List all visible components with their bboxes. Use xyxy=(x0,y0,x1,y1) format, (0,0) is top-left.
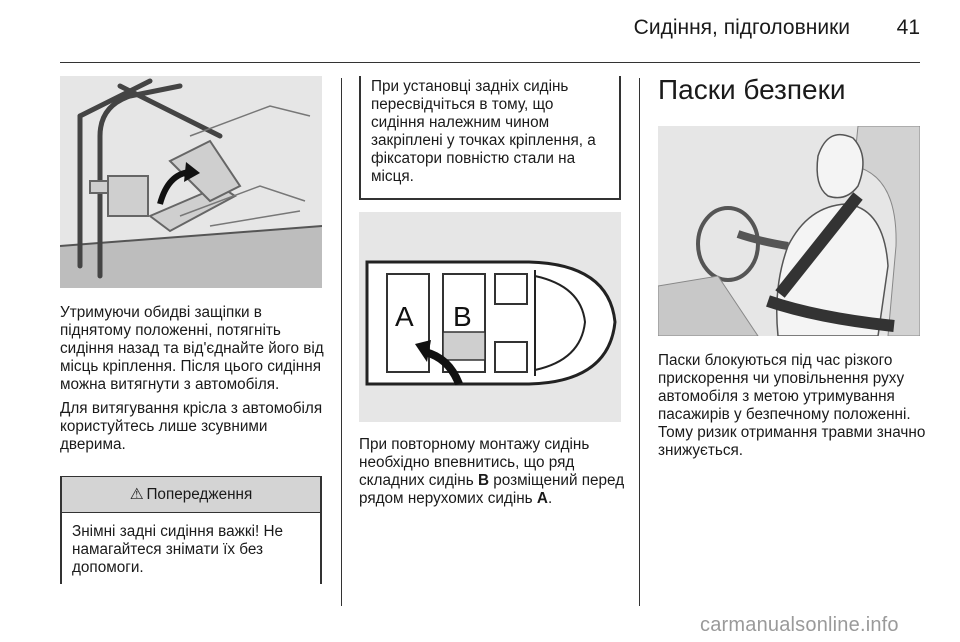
text-run: . xyxy=(547,490,553,507)
seat-row-b-label: B xyxy=(453,301,472,332)
text-run: При повторному монтажу сидінь необхідно впевнитись, що ряд складних сидінь xyxy=(359,436,590,489)
bold-label-b: B xyxy=(477,472,490,489)
paragraph: Паски блокуються під час різкого прискорення чи уповільнення руху автомобіля з метою утримування пасажирів у безпечному положенні. Тому ризик отримання травми значно знижується. xyxy=(658,352,926,459)
section-heading: Паски безпеки xyxy=(658,74,846,105)
text-run: розміщений перед рядом нерухомих сидінь xyxy=(359,472,625,507)
seat-belt-drawing xyxy=(658,126,920,336)
paragraph: Для витягування крісла з автомобіля користуйтесь лише зсувними дверима. xyxy=(60,400,323,453)
seat-removal-drawing xyxy=(60,76,322,288)
warning-header xyxy=(62,477,320,513)
seat-removal-text xyxy=(60,304,328,460)
reinstall-text xyxy=(359,436,627,514)
bold-label-a: A xyxy=(536,490,548,507)
header-rule xyxy=(60,62,920,63)
seat-row-a-label: A xyxy=(395,301,414,332)
warning-triangle-icon: ⚠ xyxy=(129,486,144,503)
warning-text: Знімні задні сидіння важкі! Не намагайтеся знімати їх без допомоги. xyxy=(72,523,284,576)
column-divider-1 xyxy=(341,78,342,606)
seat-belt-illustration xyxy=(658,126,920,336)
seat-removal-illustration xyxy=(60,76,322,288)
page-number: 41 xyxy=(896,16,920,39)
seat-layout-drawing xyxy=(359,212,621,422)
watermark: carmanualsonline.info xyxy=(700,614,899,636)
column-divider-2 xyxy=(639,78,640,606)
warning-box xyxy=(60,476,322,584)
seat-belt-text xyxy=(658,352,928,466)
paragraph: Утримуючи обидві защіпки в піднятому положенні, потягніть сидіння назад та від'єднайте його від місць кріплення. Після цього сидіння можна витягнути з автомобіля. xyxy=(60,304,324,393)
warning-title: Попередження xyxy=(146,485,253,503)
page-header-title: Сидіння, підголовники xyxy=(633,16,850,39)
paragraph xyxy=(359,436,627,508)
seat-layout-diagram xyxy=(359,212,621,422)
note-box: При установці задніх сидінь пересвідчіться в тому, що сидіння належним чином закріплені у точках кріплення, а фіксатори повністю стали на місця. xyxy=(359,76,621,200)
